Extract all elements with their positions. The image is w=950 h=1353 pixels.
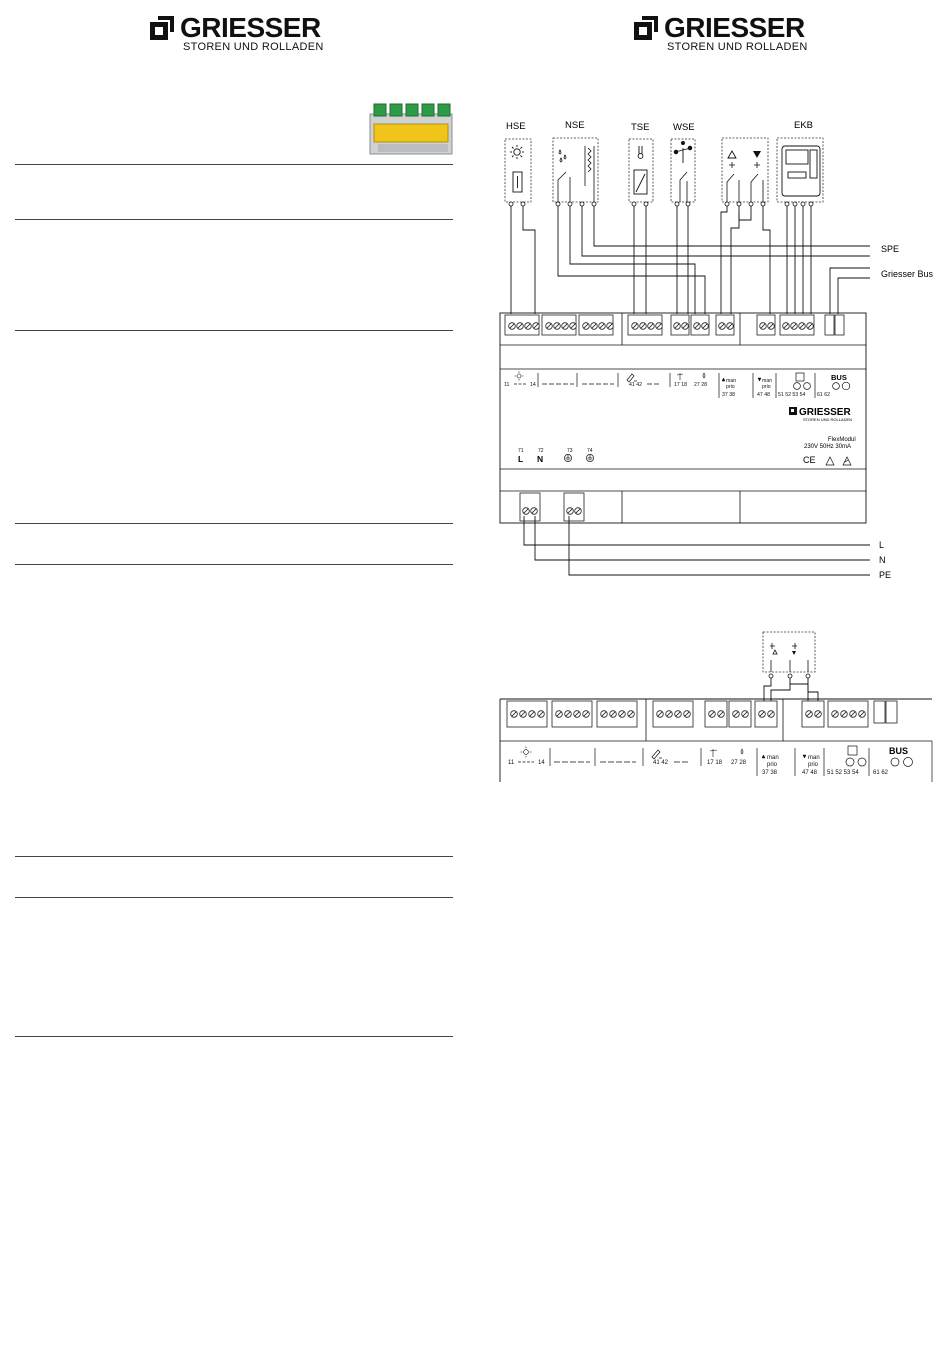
- terminal-51-54: 51 52 53 54: [827, 770, 859, 776]
- terminal-prio-up: prio: [767, 762, 778, 768]
- module-brand: GRIESSER: [799, 407, 851, 418]
- terminal-27-28: 27 28: [731, 760, 747, 766]
- up-down-switch-box: [722, 138, 768, 202]
- terminal-41-42: 41 42: [653, 760, 669, 766]
- terminal-man-up: man: [767, 755, 779, 761]
- thermometer-icon: [638, 146, 643, 158]
- tse-sensor-box: [629, 139, 653, 202]
- terminal-27-28: 27 28: [694, 382, 707, 388]
- terminal-61-62: 61 62: [873, 770, 889, 776]
- sun-icon: [510, 145, 524, 159]
- line-label-spe: SPE: [881, 244, 900, 254]
- rain-drops-icon: [741, 749, 743, 754]
- ce-mark: CE: [803, 455, 816, 465]
- warning-icon: [826, 457, 834, 465]
- anemometer-icon: [677, 373, 683, 380]
- sensor-label-nse: NSE: [565, 120, 585, 131]
- bus-label: BUS: [889, 746, 909, 756]
- terminal-74: 74: [587, 448, 593, 454]
- sensor-label-ekb: EKB: [794, 120, 814, 131]
- sensor-label-tse: TSE: [631, 122, 650, 133]
- line-label-pe: PE: [879, 570, 892, 580]
- sensor-label-wse: WSE: [673, 122, 695, 133]
- terminal-l-label: L: [518, 454, 524, 464]
- rain-drops-icon: [703, 373, 705, 378]
- display-unit-icon: [782, 146, 820, 196]
- module-brand-sub: STOREN UND ROLLADEN: [803, 417, 853, 422]
- anemometer-icon: [674, 142, 692, 164]
- esd-icon: [843, 457, 851, 465]
- terminal-73: 73: [567, 448, 573, 454]
- ekb-sensor-box: [777, 138, 823, 202]
- terminal-man-up: man: [726, 378, 737, 384]
- terminal-17-18: 17 18: [674, 382, 687, 388]
- line-label-l: L: [879, 540, 885, 550]
- section-divider: [15, 856, 453, 857]
- frost-sensor-icon: [627, 374, 637, 382]
- sun-icon: [515, 372, 524, 381]
- terminal-prio-down: prio: [808, 762, 819, 768]
- anemometer-icon: [710, 749, 717, 757]
- module-logo: [789, 407, 852, 422]
- nse-sensor-box: [553, 138, 598, 202]
- terminal-man-down: man: [762, 378, 773, 384]
- frost-sensor-icon: [652, 750, 662, 759]
- sun-icon: [521, 747, 532, 758]
- hse-sensor-box: [505, 139, 531, 202]
- terminal-37-38: 37 38: [762, 770, 778, 776]
- section-divider: [15, 1036, 453, 1037]
- brand-tagline: STOREN UND ROLLADEN: [183, 41, 324, 53]
- terminal-prio-down: prio: [762, 384, 771, 390]
- arrow-up-icon: [728, 151, 736, 158]
- brand-name: GRIESSER: [180, 12, 321, 43]
- terminal-14: 14: [530, 382, 536, 388]
- line-label-griesser-bus: Griesser Bus: [881, 269, 934, 279]
- arrow-down-icon: [753, 151, 761, 158]
- bus-label: BUS: [831, 373, 847, 382]
- terminal-41-42: 41 42: [629, 382, 642, 388]
- display-unit-icon: [796, 373, 804, 381]
- terminal-17-18: 17 18: [707, 760, 723, 766]
- section-divider: [15, 897, 453, 898]
- module-rating: 230V 50Hz 30mA: [804, 444, 852, 450]
- line-label-n: N: [879, 555, 886, 565]
- terminal-37-38: 37 38: [722, 392, 735, 398]
- rain-drops-icon: [559, 150, 566, 162]
- ground-icon: [564, 454, 593, 461]
- terminal-11: 11: [508, 760, 515, 766]
- brand-name: GRIESSER: [664, 12, 805, 43]
- terminal-14: 14: [538, 760, 545, 766]
- terminal-72: 72: [538, 448, 544, 454]
- module-name: FlexModul: [828, 437, 856, 443]
- terminal-47-48: 47 48: [802, 770, 818, 776]
- terminal-61-62: 61 62: [817, 392, 830, 398]
- terminal-51-54: 51 52 53 54: [778, 392, 806, 398]
- terminal-man-down: man: [808, 755, 820, 761]
- display-unit-icon: [848, 746, 857, 755]
- terminal-prio-up: prio: [726, 384, 735, 390]
- terminal-47-48: 47 48: [757, 392, 770, 398]
- brand-tagline: STOREN UND ROLLADEN: [667, 41, 808, 53]
- sensor-label-hse: HSE: [506, 121, 526, 132]
- terminal-n-label: N: [537, 454, 544, 464]
- terminal-11: 11: [504, 382, 510, 388]
- terminal-71: 71: [518, 448, 524, 454]
